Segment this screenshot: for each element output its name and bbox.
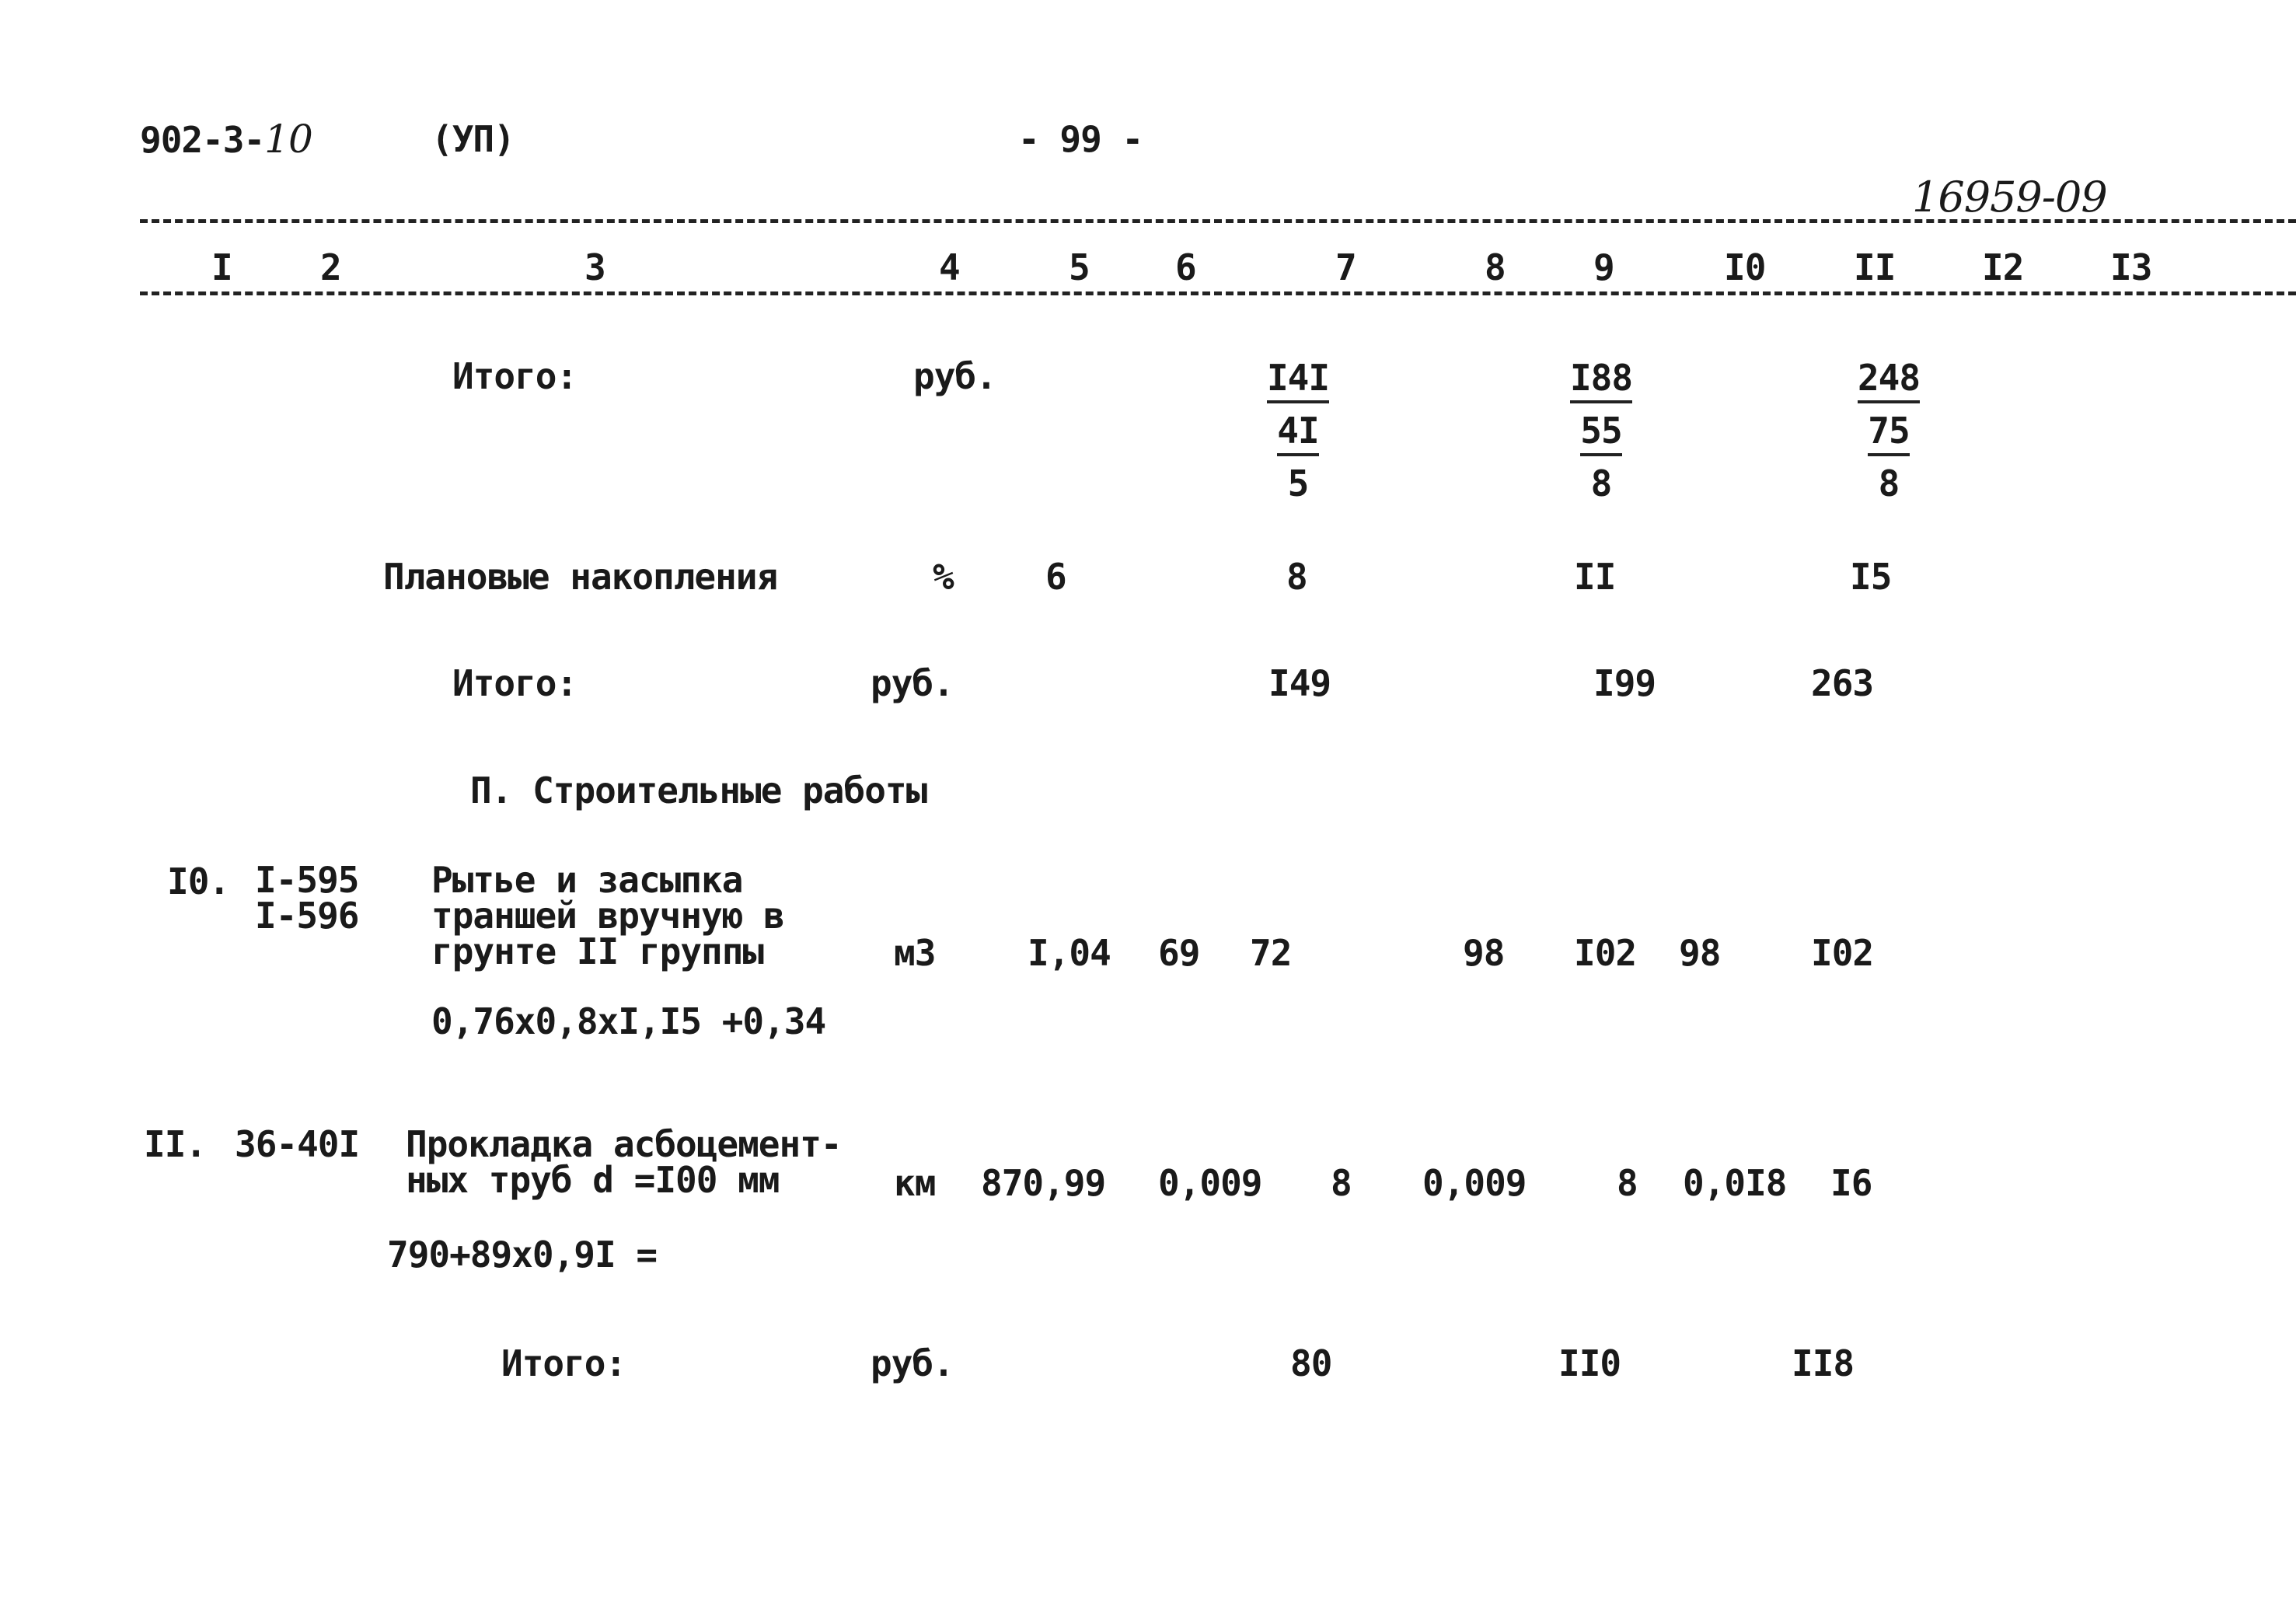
row11-c5: 870,99 bbox=[981, 1162, 1106, 1204]
row11-c8: 0,009 bbox=[1422, 1162, 1527, 1204]
col-7: 7 bbox=[1335, 246, 1356, 288]
inventory-number: 16959-09 bbox=[1912, 173, 2107, 222]
row10-c6: 69 bbox=[1158, 932, 1200, 974]
row11-c7: 8 bbox=[1331, 1162, 1352, 1204]
row10-c5: I,04 bbox=[1028, 932, 1111, 974]
doc-code: 902-3-10 bbox=[140, 117, 312, 162]
row10-name-3: грунте II группы bbox=[431, 930, 764, 972]
col-1: I bbox=[211, 246, 232, 288]
row10-code-2: I-596 bbox=[255, 895, 359, 937]
col-2: 2 bbox=[320, 246, 341, 288]
row10-code-1: I-595 bbox=[255, 859, 359, 901]
c7-fraction-mid: 4I bbox=[1259, 412, 1337, 449]
row10-c9: I02 bbox=[1574, 932, 1637, 974]
c11-fraction-num: 248 bbox=[1838, 359, 1939, 396]
total-unit-2: руб. bbox=[871, 662, 954, 704]
total2-c11: 263 bbox=[1811, 662, 1874, 704]
row11-code: 36-40I bbox=[235, 1123, 360, 1165]
plan-unit: % bbox=[933, 556, 954, 598]
total-label-2: Итого: bbox=[452, 662, 577, 704]
total2-c7: I49 bbox=[1268, 662, 1331, 704]
row10-name-1: Рытье и засыпка bbox=[431, 859, 743, 901]
c11-fraction-mid: 75 bbox=[1838, 412, 1939, 449]
col-6: 6 bbox=[1175, 246, 1196, 288]
total-label-1: Итого: bbox=[452, 355, 577, 397]
row10-formula: 0,76x0,8xI,I5 +0,34 bbox=[431, 1000, 826, 1042]
row10-c10: 98 bbox=[1679, 932, 1721, 974]
row11-name-2: ных труб d =I00 мм bbox=[406, 1159, 780, 1201]
row10-c11: I02 bbox=[1811, 932, 1874, 974]
series-label: (УП) bbox=[431, 118, 515, 160]
row11-unit: км bbox=[894, 1162, 936, 1204]
total2-c9: I99 bbox=[1593, 662, 1656, 704]
row11-formula: 790+89x0,9I = bbox=[387, 1234, 658, 1276]
row10-c7: 72 bbox=[1250, 932, 1292, 974]
total3-c11: II8 bbox=[1792, 1342, 1855, 1384]
c9-fraction-den: 8 bbox=[1590, 462, 1612, 504]
total-label-3: Итого: bbox=[501, 1342, 626, 1384]
row11-c10: 0,0I8 bbox=[1683, 1162, 1787, 1204]
col-12: I2 bbox=[1982, 246, 2024, 288]
col-10: I0 bbox=[1724, 246, 1766, 288]
c11-fraction-den: 8 bbox=[1878, 462, 1900, 504]
page-number: - 99 - bbox=[1018, 118, 1143, 160]
column-rule bbox=[140, 291, 2296, 295]
plan-c5: 6 bbox=[1045, 556, 1066, 598]
row10-c8: 98 bbox=[1463, 932, 1505, 974]
col-3: 3 bbox=[584, 246, 605, 288]
total-unit-3: руб. bbox=[871, 1342, 954, 1384]
row11-num: II. bbox=[144, 1123, 207, 1165]
row11-c9: 8 bbox=[1617, 1162, 1638, 1204]
total-unit-1: руб. bbox=[913, 355, 996, 397]
row10-name-2: траншей вручную в bbox=[431, 895, 784, 937]
row11-c6: 0,009 bbox=[1158, 1162, 1262, 1204]
col-13: I3 bbox=[2110, 246, 2152, 288]
plan-label: Плановые накопления bbox=[383, 556, 778, 598]
plan-c11: I5 bbox=[1850, 556, 1892, 598]
doc-code-handwritten: 10 bbox=[264, 117, 312, 162]
row10-unit: м3 bbox=[894, 932, 936, 974]
col-5: 5 bbox=[1069, 246, 1090, 288]
c7-fraction-den: 5 bbox=[1287, 462, 1309, 504]
total3-c9: II0 bbox=[1558, 1342, 1621, 1384]
plan-c7: 8 bbox=[1286, 556, 1307, 598]
c9-fraction-mid: 55 bbox=[1562, 412, 1640, 449]
col-9: 9 bbox=[1593, 246, 1614, 288]
c7-fraction-num: I4I bbox=[1259, 359, 1337, 396]
row11-name-1: Прокладка асбоцемент- bbox=[406, 1123, 842, 1165]
c9-fraction-num: I88 bbox=[1562, 359, 1640, 396]
col-4: 4 bbox=[939, 246, 960, 288]
col-8: 8 bbox=[1485, 246, 1506, 288]
top-rule bbox=[140, 219, 2296, 223]
row10-num: I0. bbox=[167, 860, 230, 902]
plan-c9: II bbox=[1574, 556, 1616, 598]
row11-c11: I6 bbox=[1830, 1162, 1872, 1204]
section-heading: П. Строительные работы bbox=[470, 770, 927, 811]
total3-c7: 80 bbox=[1290, 1342, 1332, 1384]
col-11: II bbox=[1854, 246, 1896, 288]
